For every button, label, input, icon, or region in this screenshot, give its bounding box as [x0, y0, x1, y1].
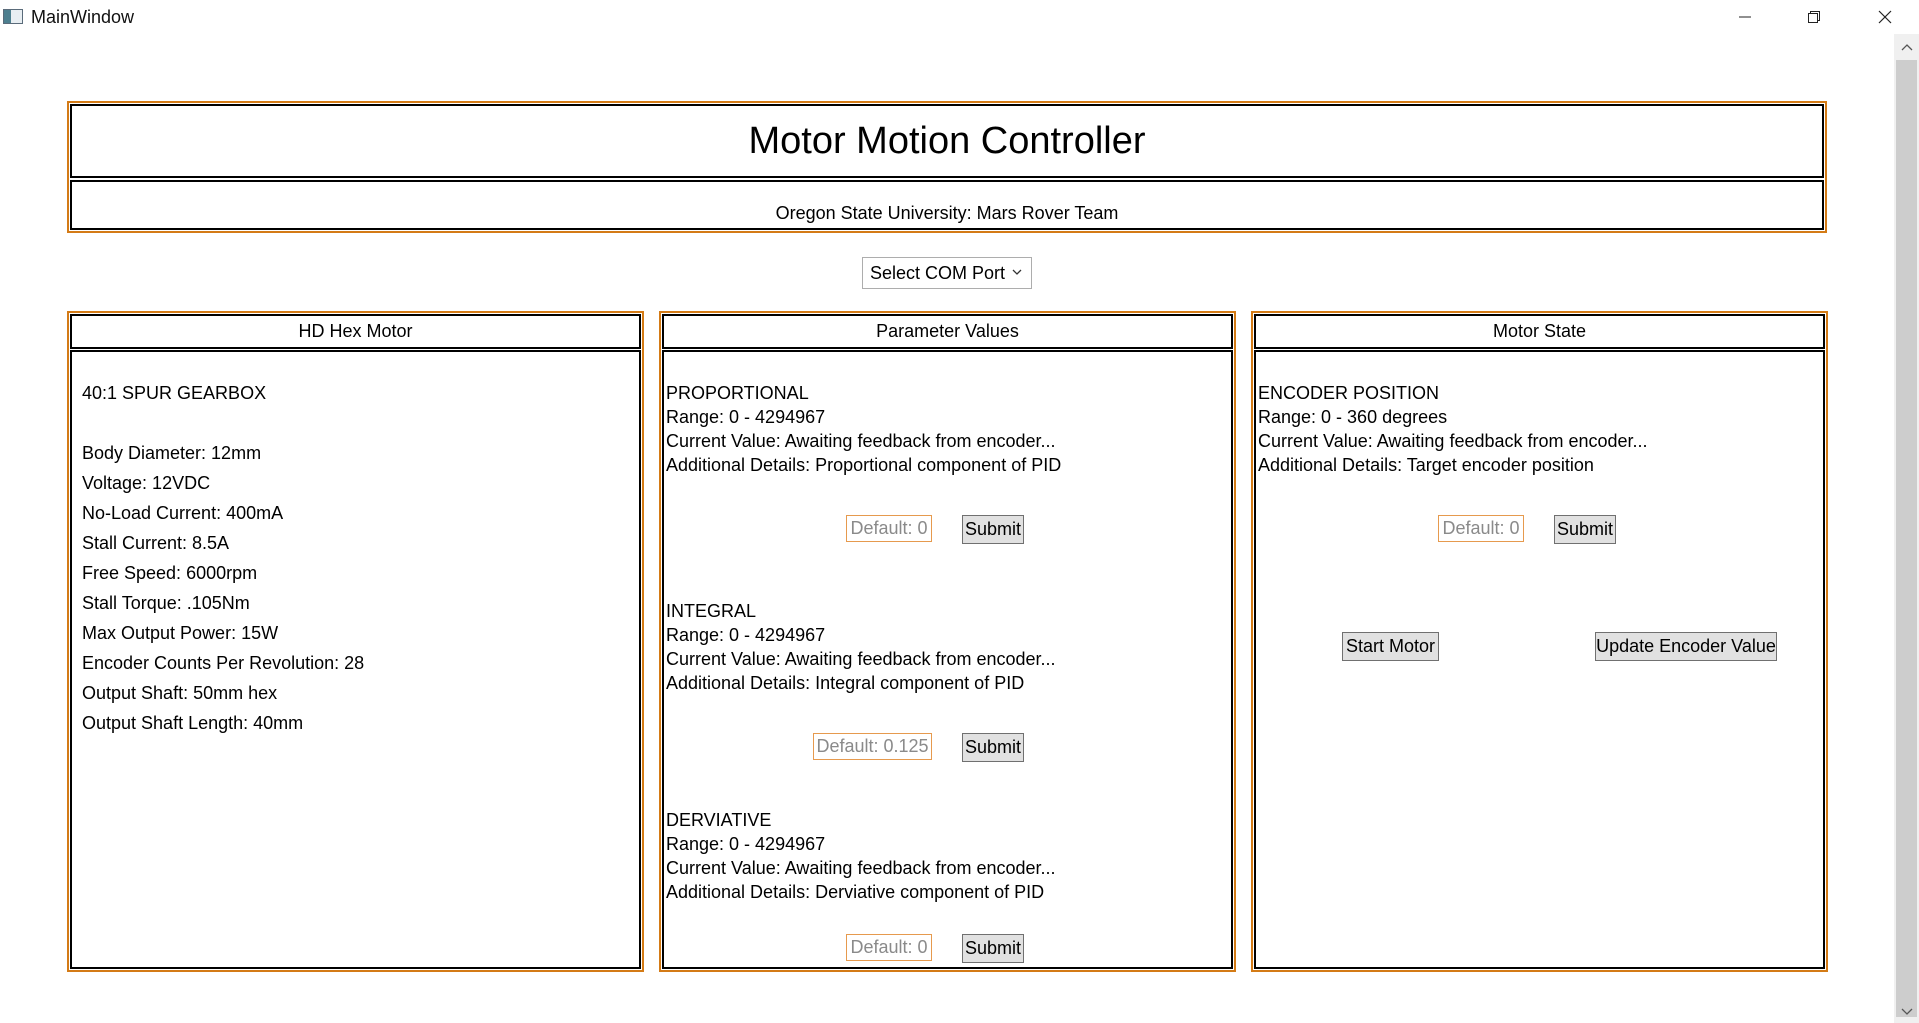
integral-input[interactable]: Default: 0.125: [813, 733, 932, 760]
chevron-up-icon: [1901, 43, 1913, 51]
scroll-thumb[interactable]: [1896, 60, 1917, 1017]
param-range: Range: 0 - 4294967: [666, 834, 826, 854]
spec-item: Free Speed: 6000rpm: [82, 563, 258, 583]
spec-item: Output Shaft: 50mm hex: [82, 683, 278, 703]
vertical-scrollbar[interactable]: [1894, 34, 1919, 1023]
integral-submit-button[interactable]: Submit: [962, 733, 1024, 762]
state-panel-title: Motor State: [1254, 314, 1825, 349]
spec-item: No-Load Current: 400mA: [82, 503, 284, 523]
minimize-button[interactable]: [1710, 0, 1779, 34]
chevron-down-icon: [1011, 266, 1023, 278]
spec-item: Max Output Power: 15W: [82, 623, 279, 643]
param-current-value: Current Value: Awaiting feedback from encoder...: [666, 858, 1056, 878]
encoder-input[interactable]: Default: 0: [1438, 515, 1524, 542]
minimize-icon: [1737, 9, 1753, 25]
update-encoder-button[interactable]: Update Encoder Value: [1595, 632, 1777, 661]
param-current-value: Current Value: Awaiting feedback from encoder...: [666, 649, 1056, 669]
window-title: MainWindow: [31, 7, 135, 27]
param-range: Range: 0 - 4294967: [666, 407, 826, 427]
params-panel-title: Parameter Values: [662, 314, 1233, 349]
encoder-range: Range: 0 - 360 degrees: [1258, 407, 1448, 427]
encoder-details: Additional Details: Target encoder position: [1258, 455, 1594, 475]
start-motor-button[interactable]: Start Motor: [1342, 632, 1439, 661]
spec-item: Output Shaft Length: 40mm: [82, 713, 304, 733]
com-port-select[interactable]: [862, 257, 1032, 289]
restore-icon: [1806, 9, 1822, 25]
param-current-value: Current Value: Awaiting feedback from encoder...: [666, 431, 1056, 451]
gearbox-label: 40:1 SPUR GEARBOX: [82, 383, 267, 403]
scroll-down-button[interactable]: [1894, 1001, 1919, 1023]
com-port-selected: Select COM Port: [870, 262, 1006, 283]
derivative-submit-button[interactable]: Submit: [962, 934, 1024, 963]
encoder-position-label: ENCODER POSITION: [1258, 383, 1440, 403]
chevron-down-icon: [1901, 1008, 1913, 1016]
spec-item: Stall Torque: .105Nm: [82, 593, 250, 613]
encoder-submit-button[interactable]: Submit: [1554, 515, 1616, 544]
proportional-input[interactable]: Default: 0: [846, 515, 932, 542]
spec-item: Encoder Counts Per Revolution: 28: [82, 653, 365, 673]
title-bar: [0, 0, 1919, 34]
param-details: Additional Details: Integral component of PID: [666, 673, 1025, 693]
close-icon: [1877, 9, 1893, 25]
param-name-proportional: PROPORTIONAL: [666, 383, 809, 403]
page-title: Motor Motion Controller: [70, 104, 1824, 178]
spec-item: Stall Current: 8.5A: [82, 533, 230, 553]
encoder-current-value: Current Value: Awaiting feedback from encoder...: [1258, 431, 1648, 451]
derivative-input[interactable]: Default: 0: [846, 934, 932, 961]
param-details: Additional Details: Proportional component of PID: [666, 455, 1062, 475]
restore-button[interactable]: [1779, 0, 1848, 34]
spec-item: Voltage: 12VDC: [82, 473, 211, 493]
motor-panel-title: HD Hex Motor: [70, 314, 641, 349]
param-details: Additional Details: Derviative component of PID: [666, 882, 1045, 902]
proportional-submit-button[interactable]: Submit: [962, 515, 1024, 544]
close-button[interactable]: [1850, 0, 1919, 34]
app-icon: [3, 9, 23, 24]
param-name-derivative: DERVIATIVE: [666, 810, 772, 830]
param-name-integral: INTEGRAL: [666, 601, 757, 621]
page-subtitle: Oregon State University: Mars Rover Team: [70, 180, 1824, 230]
param-range: Range: 0 - 4294967: [666, 625, 826, 645]
spec-item: Body Diameter: 12mm: [82, 443, 262, 463]
scroll-up-button[interactable]: [1894, 36, 1919, 58]
